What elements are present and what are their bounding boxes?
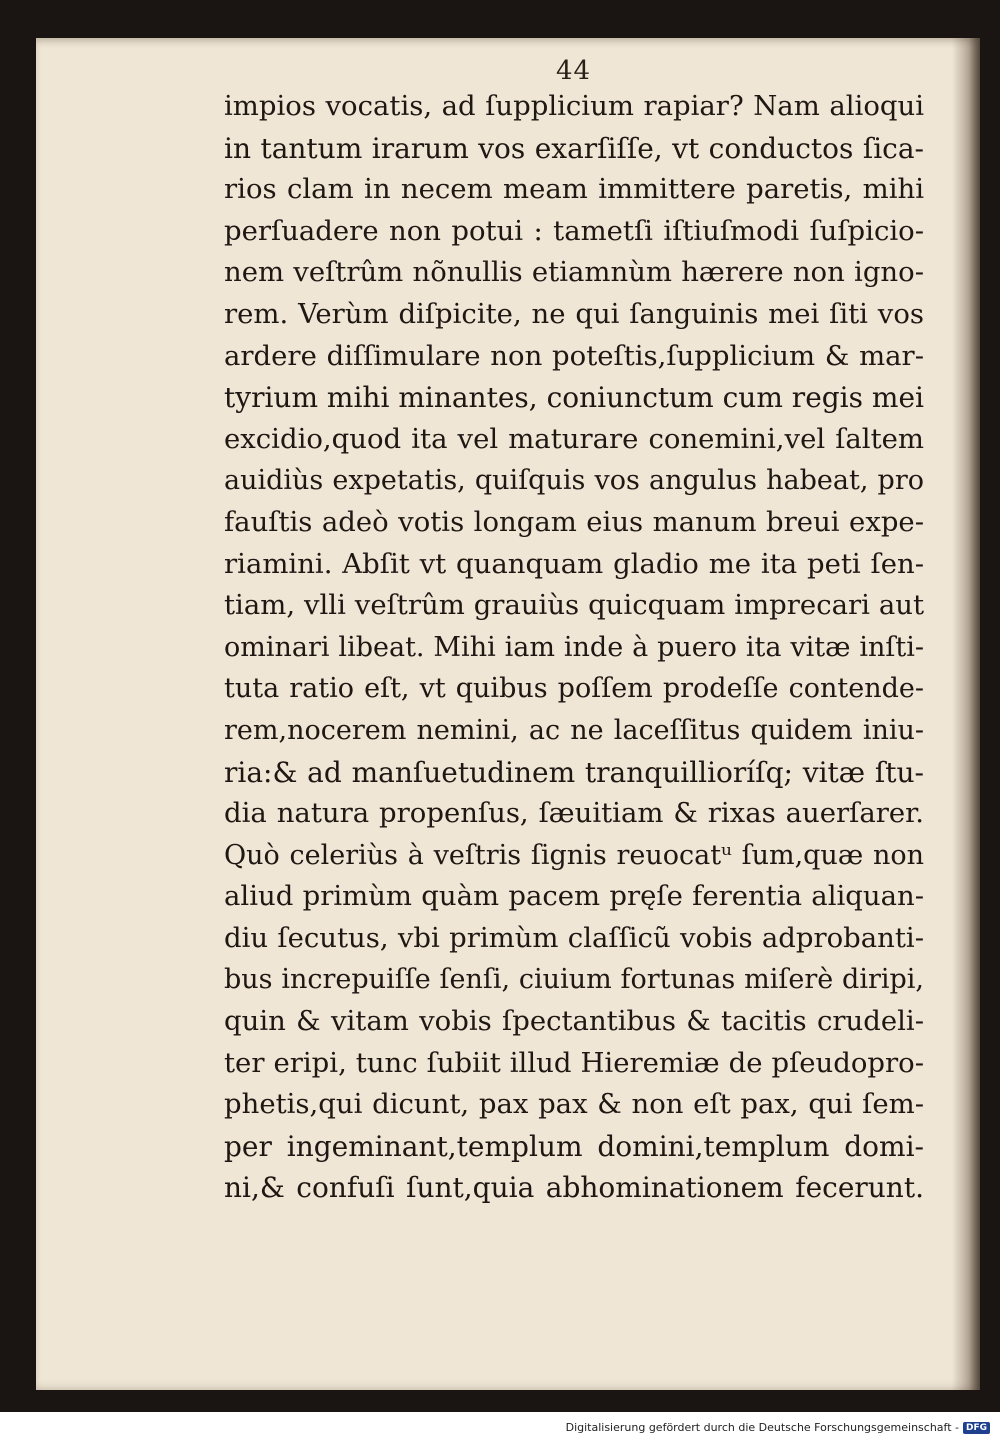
text-line: perſuadere non potui : tametſi iſtiuſmodi ſuſpicio- — [224, 214, 924, 247]
text-line: bus increpuiſſe ſenſi, ciuium fortunas miſerè diripi, — [224, 964, 924, 996]
text-line: dia natura propenſus, ſæuitiam & rixas auerſarer. — [224, 797, 924, 830]
text-line: rios clam in necem meam immittere paretis, mihi — [224, 173, 924, 206]
text-line: fauſtis adeò votis longam eius manum breui expe- — [224, 505, 924, 538]
text-line: per ingeminant,templum domini,templum domi- — [224, 1129, 924, 1163]
text-line: aliud primùm quàm pacem pręſe ferentia aliquan- — [224, 880, 924, 913]
text-line: rem. Verùm diſpicite, ne qui ſanguinis mei ſiti vos — [224, 297, 924, 330]
text-line: ominari libeat. Mihi iam inde à puero ita vitæ inſti- — [224, 631, 924, 663]
text-line: nem veſtrûm nõnullis etiamnùm hærere non igno- — [224, 256, 924, 289]
text-line: auidiùs expetatis, quiſquis vos angulus habeat, pro — [224, 465, 924, 497]
text-line: diu ſecutus, vbi primùm claſſicũ vobis adprobanti- — [224, 921, 924, 954]
text-line: in tantum irarum vos exarſiſſe, vt conductos ſica- — [224, 131, 924, 165]
text-line: ria:& ad manſuetudinem tranquillioríſq; vitæ ſtu- — [224, 755, 924, 789]
credit-text: Digitalisierung gefördert durch die Deutsche Forschungsgemeinschaft - — [565, 1421, 959, 1434]
text-line: riamini. Abſit vt quanquam gladio me ita peti ſen- — [224, 547, 924, 580]
text-line: rem,nocerem nemini, ac ne laceſſitus quidem iniu- — [224, 714, 924, 746]
digitization-credit — [566, 1421, 990, 1434]
page-number: 44 — [556, 56, 592, 86]
text-line: ardere diſſimulare non poteſtis,ſupplicium & mar- — [224, 339, 924, 372]
text-line: Quò celeriùs à veſtris ſignis reuocatᵘ ſum,quæ non — [224, 839, 924, 871]
page-gutter-shadow — [952, 38, 980, 1390]
text-line: tuta ratio eſt, vt quibus poſſem prodeſſe contende- — [224, 673, 924, 705]
text-line: phetis,qui dicunt, pax pax & non eſt pax, qui ſem- — [224, 1088, 924, 1121]
dfg-logo: DFG — [963, 1422, 990, 1434]
text-line: tiam, vlli veſtrûm grauiùs quicquam imprecari aut — [224, 589, 924, 622]
page-text — [224, 86, 924, 1209]
text-line: impios vocatis, ad ſupplicium rapiar? Nam alioqui — [224, 90, 924, 122]
text-line: ni,& confuſi ſunt,quia abhominationem fecerunt. — [224, 1171, 924, 1205]
text-line: ter eripi, tunc ſubiit illud Hieremiæ de pſeudopro- — [224, 1046, 924, 1079]
text-line: quin & vitam vobis ſpectantibus & tacitis crudeli- — [224, 1005, 924, 1038]
text-line: excidio,quod ita vel maturare conemini,vel ſaltem — [224, 422, 924, 455]
text-line: tyrium mihi minantes, coniunctum cum regis mei — [224, 381, 924, 415]
